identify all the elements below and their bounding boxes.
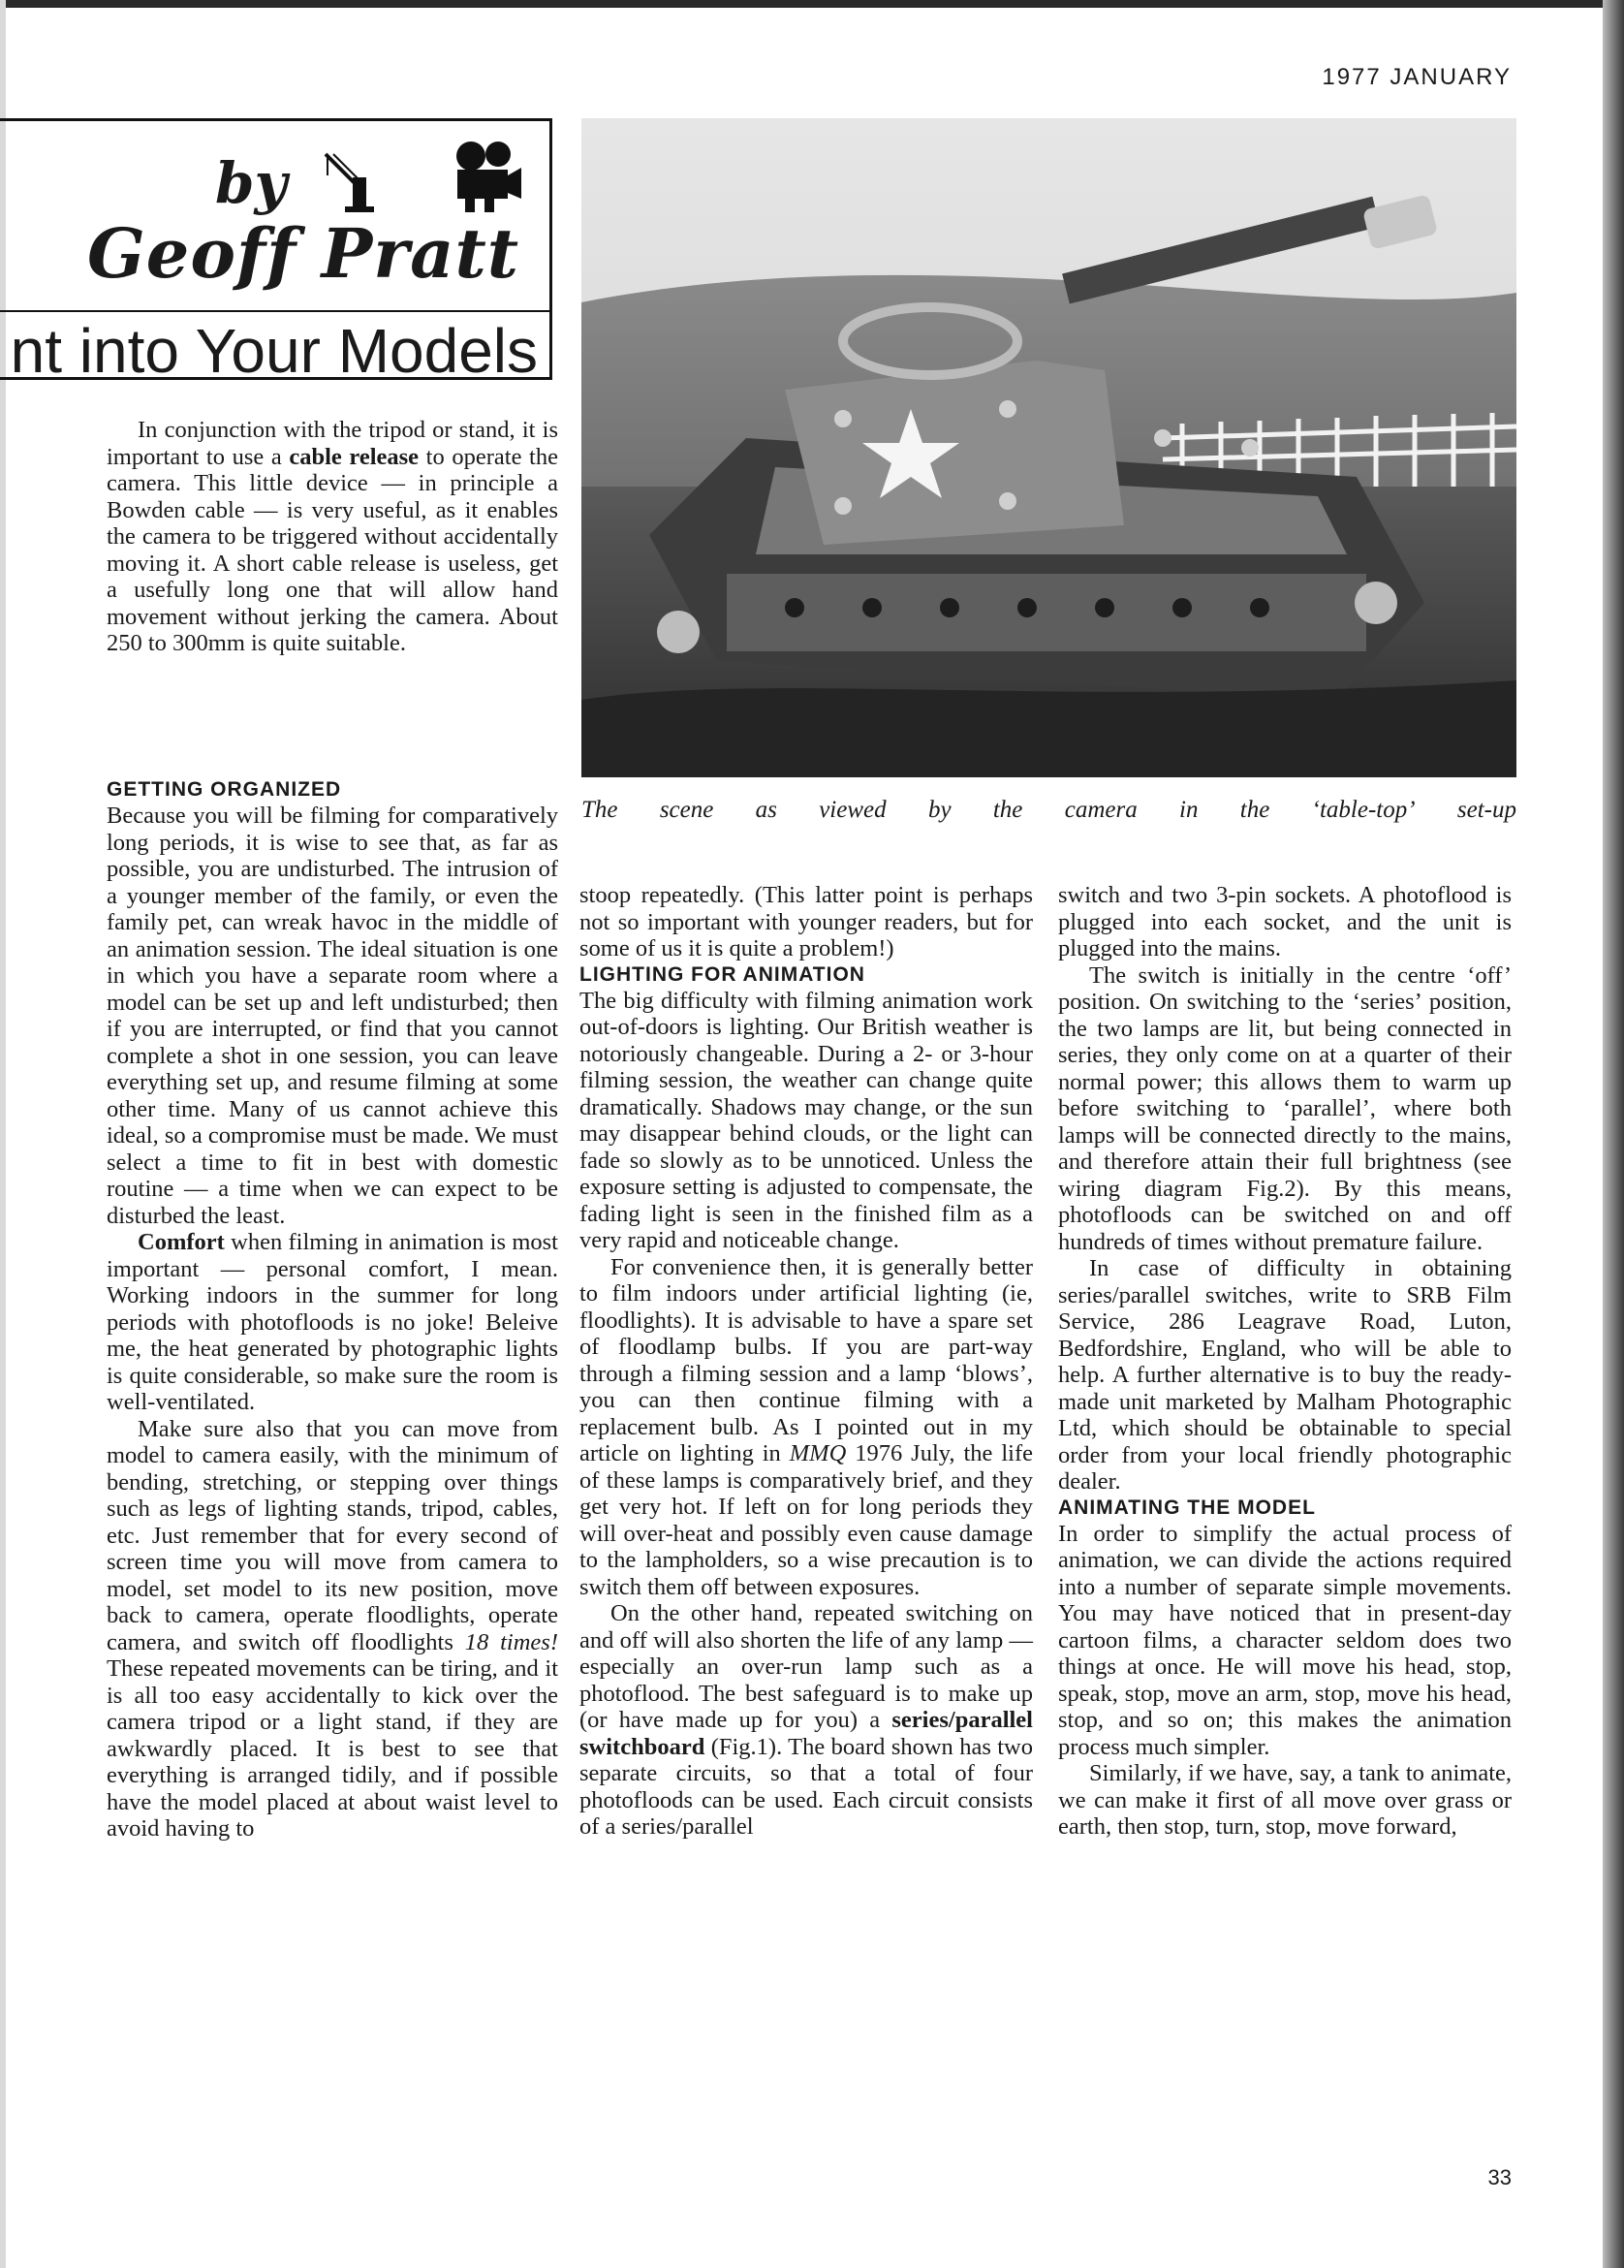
crane-icon xyxy=(320,148,378,216)
caption-word: in xyxy=(1179,797,1199,823)
bold-term: series/parallel switchboard xyxy=(579,1707,1033,1760)
photo-caption xyxy=(581,797,1516,824)
caption-word: camera xyxy=(1064,797,1138,823)
title-block xyxy=(0,118,552,386)
tank-model-photo xyxy=(581,118,1516,777)
paragraph: The big difficulty with filming animation work out-of-doors is lighting. Our British weather is notoriously changeable. During a 2- or 3-hour filming session, the weather can change quite dramatically. Shadows may change, or the sun may disappear behind clouds, or the light can fade so slowly as to be unnoticed. Unless the exposure setting is adjusted to compensate, the fading light is seen in the finished film as a very rapid and noticeable change. xyxy=(579,987,1033,1253)
paragraph: Make sure also that you can move from model to camera easily, with the minimum of bending, stretching, or stepping over things such as legs of lighting stands, tripod, cables, etc. Just remember that for every second of screen time you will move from camera to model, set model to its new position, move back to camera, operate floodlights, operate camera, and switch off floodlights 18 times! These repeated movements can be tiring, and it is all too easy accidentally to kick over the camera tripod or a light stand, if they are awkwardly placed. It is best to see that everything is arranged tidily, and if possible have the model placed at about waist level to avoid having to xyxy=(107,1415,558,1842)
section-heading: ANIMATING THE MODEL xyxy=(1058,1496,1316,1519)
byline-by: by xyxy=(215,150,288,216)
author-name: Geoff Pratt xyxy=(87,213,520,294)
italic-emphasis: 18 times! xyxy=(464,1628,558,1655)
page-binding-shadow xyxy=(1603,0,1624,2268)
page-number: 33 xyxy=(1487,2165,1512,2189)
movie-camera-icon xyxy=(446,139,523,214)
paragraph: In case of difficulty in obtaining series/parallel switches, write to SRB Film Service, 286 Leagrave Road, Luton, Bedfordshire, England, who will be able to help. A further alternative is to buy the ready-made unit marketed by Malham Photographic Ltd, which should be obtainable to special order from your local friendly photographic dealer. xyxy=(1058,1255,1512,1495)
caption-word: viewed xyxy=(819,797,887,823)
issue-date: 1977 JANUARY xyxy=(1322,64,1512,90)
paragraph: On the other hand, repeated switching on and off will also shorten the life of any lamp — especially an over-run lamp such as a photoflood. The best safeguard is to make up (or have made up for you) a series/parallel switchboard (Fig.1). The board shown has two separate circuits, so that a total of four photofloods can be used. Each circuit consists of a series/parallel xyxy=(579,1600,1033,1840)
title-divider xyxy=(0,310,552,312)
caption-word: set-up xyxy=(1456,797,1516,823)
caption-word: the xyxy=(1239,797,1270,823)
paragraph: Comfort when filming in animation is most important — personal comfort, I mean. Working indoors in the summer for long periods with photofloods is no joke! Beleive me, the heat generated by photographic lights is quite considerable, so make sure the room is well-ventilated. xyxy=(107,1229,558,1415)
paragraph: For convenience then, it is generally better to film indoors under artificial lighting (ie, floodlights). It is advisable to have a spare set of floodlamp bulbs. If you are part-way through a filming session and a lamp ‘blows’, you can then continue filming with a replacement bulb. As I pointed out in my article on lighting in MMQ 1976 July, the life of these lamps is comparatively brief, and they get very hot. If left on for long periods they will over-heat and possibly even cause damage to the lampholders, so a wise precaution is to switch them off between exposures. xyxy=(579,1253,1033,1600)
caption-word: The xyxy=(581,797,618,823)
paragraph: switch and two 3-pin sockets. A photoflood is plugged into each socket, and the unit is plugged into the mains. xyxy=(1058,882,1512,961)
paragraph: Similarly, if we have, say, a tank to animate, we can make it first of all move over grass or earth, then stop, turn, stop, move forward, xyxy=(1058,1760,1512,1840)
article-headline: nt into Your Models xyxy=(10,316,538,386)
bold-term: Comfort xyxy=(138,1229,225,1255)
paragraph: stoop repeatedly. (This latter point is perhaps not so important with younger readers, but for some of us it is quite a problem!) xyxy=(579,882,1033,961)
column-1 xyxy=(107,777,558,1843)
paragraph: In order to simplify the actual process of animation, we can divide the actions required into a number of separate simple movements. You may have noticed that in present-day cartoon films, a character seldom does two things at once. He will move his head, stop, speak, stop, move an arm, stop, move his head, stop, and so on; this makes the animation process much simpler. xyxy=(1058,1520,1512,1760)
section-heading: GETTING ORGANIZED xyxy=(107,778,342,801)
intro-column xyxy=(107,417,558,657)
page-top-edge xyxy=(0,0,1624,8)
tank-photo-illustration xyxy=(581,118,1516,777)
caption-word: the xyxy=(992,797,1023,823)
column-3 xyxy=(1058,882,1512,1841)
caption-word: scene xyxy=(659,797,714,823)
caption-word: ‘table-top’ xyxy=(1311,797,1416,823)
paragraph: Because you will be filming for comparatively long periods, it is wise to see that, as far as possible, you are undisturbed. The intrusion of a younger member of the family, or even the family pet, can wreak havoc in the middle of an animation session. The ideal situation is one in which you have a separate room where a model can be set up and left undisturbed; then if you are interrupted, or find that you cannot complete a shot in one session, you can leave everything set up, and resume filming at some other time. Many of us cannot achieve this ideal, so a compromise must be made. We must select a time to fit in best with domestic routine — a time when we can expect to be disturbed the least. xyxy=(107,803,558,1229)
bold-term: cable release xyxy=(289,443,420,470)
caption-word: by xyxy=(927,797,952,823)
caption-word: as xyxy=(755,797,777,823)
paragraph: The switch is initially in the centre ‘off’ position. On switching to the ‘series’ position, the two lamps are lit, but being connected in series, they only come on at a quarter of their normal power; this allows them to warm up before switching to ‘parallel’, where both lamps will be connected directly to the mains, and therefore attain their full brightness (see wiring diagram Fig.2). By this means, photofloods can be switched on and off hundreds of times without premature failure. xyxy=(1058,961,1512,1255)
section-heading: LIGHTING FOR ANIMATION xyxy=(579,962,865,986)
italic-emphasis: MMQ xyxy=(789,1440,847,1466)
column-2 xyxy=(579,882,1033,1841)
intro-paragraph: In conjunction with the tripod or stand, it is important to use a cable release to operate the camera. This little device — in principle a Bowden cable — is very useful, as it enables the camera to be triggered without accidentally moving it. A short cable release is useless, get a usefully long one that will allow hand movement without jerking the camera. About 250 to 300mm is quite suitable. xyxy=(107,417,558,656)
